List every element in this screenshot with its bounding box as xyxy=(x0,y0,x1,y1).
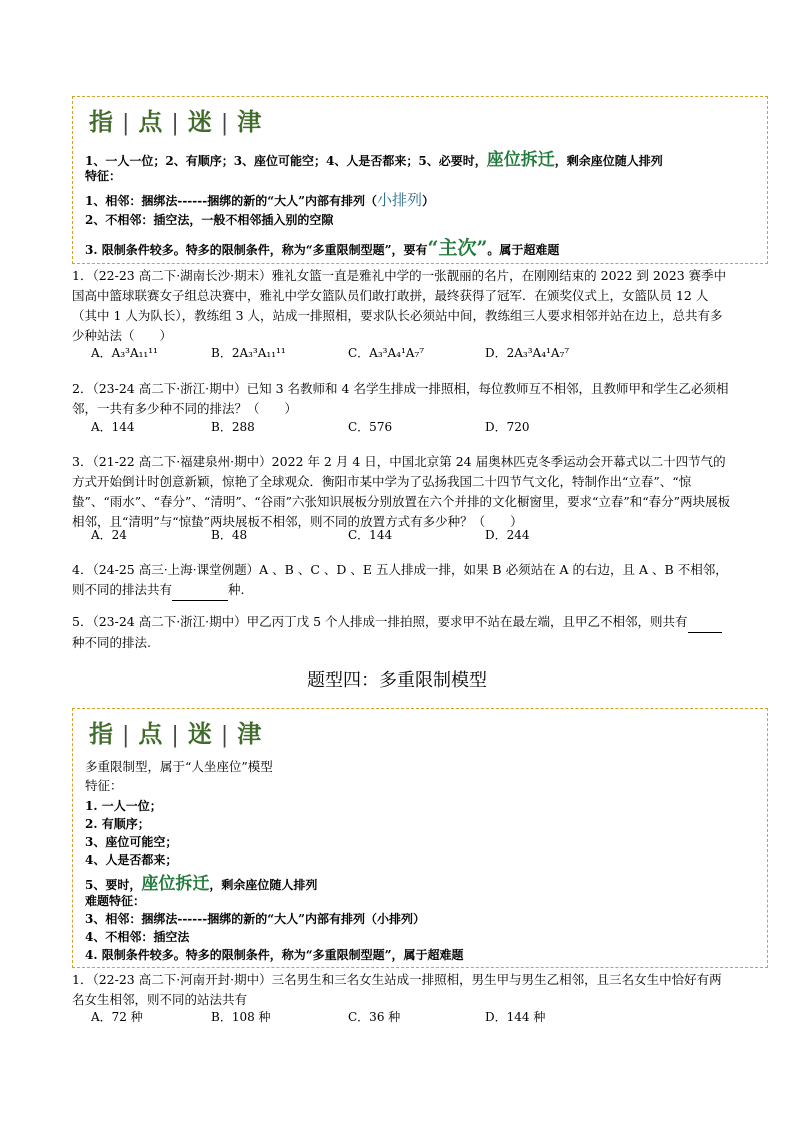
intro-line: 多重限制型，属于“人坐座位”模型 xyxy=(85,759,273,774)
feature-item-2: 2、不相邻：插空法，一般不相邻插入别的空隙 xyxy=(85,213,334,227)
question-5: 5．（23-24 高二下·浙江·期中）甲乙丙丁戊 5 个人排成一排拍照，要求甲不站在最左端，且甲乙不相邻，则共有 种不同的排法. xyxy=(72,612,732,653)
hard-feature-4: 4、不相邻：插空法 xyxy=(85,930,190,944)
question-3-options xyxy=(91,526,731,544)
option-c: C．144 xyxy=(348,528,393,542)
option-a: A．24 xyxy=(91,528,127,542)
question-1-options xyxy=(91,344,731,362)
question-b1: 1．（22-23 高二下·河南开封·期中）三名男生和三名女生站成一排照相，男生甲与男生乙相邻，且三名女生中恰好有两名女生相邻，则不同的站法共有 xyxy=(72,972,722,1007)
tips-box-title: 指 | 点 | 迷 | 津 xyxy=(89,107,263,136)
title-char: 点 xyxy=(138,719,164,748)
tips-box-2 xyxy=(72,708,768,968)
feature-4: 4、人是否都来； xyxy=(85,853,178,867)
option-b: B．48 xyxy=(211,528,248,542)
question-2-options xyxy=(91,418,731,436)
option-d: D．244 xyxy=(485,528,530,542)
tips-box-1 xyxy=(72,96,768,264)
option-d: D．144 种 xyxy=(485,1010,546,1024)
title-char: 点 xyxy=(138,107,164,136)
option-b: B．108 种 xyxy=(211,1010,271,1024)
section-title: 题型四：多重限制模型 xyxy=(307,670,487,691)
question-1: 1．（22-23 高二下·湖南长沙·期末）雅礼女篮一直是雅礼中学的一张靓丽的名片，在刚刚结束的 2022 到 2023 赛季中国高中篮球联赛女子组总决赛中，雅礼中学女篮队员们敢打敢拼，最终获得了冠军．在颁奖仪式上，女篮队员 12 人（其中 1 人为队长），教练组 3 人，站成一排照相，要求队长必须站中间，教练组三人要求相邻并站在边上，总共有多少种站法（ ） xyxy=(72,268,727,343)
tips-box-title: 指 | 点 | 迷 | 津 xyxy=(89,719,263,748)
option-b: B．2A₃³A₁₁¹¹ xyxy=(211,346,286,360)
option-c: C．576 xyxy=(348,420,393,434)
feature-5: 5、要时，座位拆迁，剩余座位随人排列 xyxy=(85,874,318,894)
option-d: D．720 xyxy=(485,420,530,434)
feature-item-3: 3. 限制条件较多。特多的限制条件，称为“多重限制型题”，要有“主次”。属于超难题 xyxy=(85,237,560,259)
title-char: 指 xyxy=(89,107,114,136)
answer-blank[interactable] xyxy=(688,612,722,633)
question-3: 3．（21-22 高二下·福建泉州·期中）2022 年 2 月 4 日，中国北京第 24 届奥林匹克冬季运动会开幕式以二十四节气的方式开始倒计时创意新颖，惊艳了全球观众．衡阳市某中学为了弘扬我国二十四节气文化，特制作出“立春”、“惊蛰”、“雨水”、“春分”、“清明”、“谷雨”六张知识展板分别放置在六个并排的文化橱窗里，要求“立春”和“春分”两块展板相邻，且“清明”与“惊蛰”两块展板不相邻，则不同的放置方式有多少种？（ ） xyxy=(72,454,731,529)
title-char: 迷 xyxy=(187,719,213,748)
feature-2: 2. 有顺序； xyxy=(85,817,150,831)
hard-features-label: 难题特征： xyxy=(85,894,146,908)
option-b: B．288 xyxy=(211,420,255,434)
hard-feature-5: 4. 限制条件较多。特多的限制条件，称为“多重限制型题”，属于超难题 xyxy=(85,948,464,962)
option-c: C．36 种 xyxy=(348,1010,401,1024)
option-a: A．A₃³A₁₁¹¹ xyxy=(91,346,158,360)
option-a: A．144 xyxy=(91,420,135,434)
feature-item-1: 1、相邻：捆绑法------捆绑的新的“大人”内部有排列（小排列） xyxy=(85,191,435,209)
features-label: 特征： xyxy=(85,778,123,793)
features-label: 特征： xyxy=(85,169,122,183)
question-4: 4．（24-25 高三·上海·课堂例题）A 、B 、C 、D 、E 五人排成一排，如果 B 必须站在 A 的右边，且 A 、B 不相邻，则不同的排法共有 种. xyxy=(72,560,732,601)
title-char: 迷 xyxy=(187,107,213,136)
question-b1-options xyxy=(91,1008,731,1026)
feature-1: 1. 一人一位； xyxy=(85,799,162,813)
option-d: D．2A₃³A₄¹A₇⁷ xyxy=(485,346,570,360)
rule-line-1: 1、一人一位；2、有顺序；3、座位可能空；4、人是否都来；5、必要时，座位拆迁，剩余座位随人排列 xyxy=(85,150,663,170)
title-char: 津 xyxy=(237,107,263,136)
hard-feature-3: 3、相邻：捆绑法------捆绑的新的“大人”内部有排列（小排列） xyxy=(85,912,426,926)
question-2: 2．（23-24 高二下·浙江·期中）已知 3 名教师和 4 名学生排成一排照相，每位教师互不相邻，且教师甲和学生乙必须相邻，一共有多少种不同的排法？（ ） xyxy=(72,381,729,416)
option-c: C．A₃³A₄¹A₇⁷ xyxy=(348,346,425,360)
option-a: A．72 种 xyxy=(91,1010,143,1024)
title-char: 指 xyxy=(89,719,114,748)
title-char: 津 xyxy=(237,719,263,748)
answer-blank[interactable] xyxy=(172,580,228,601)
feature-3: 3、座位可能空； xyxy=(85,835,178,849)
